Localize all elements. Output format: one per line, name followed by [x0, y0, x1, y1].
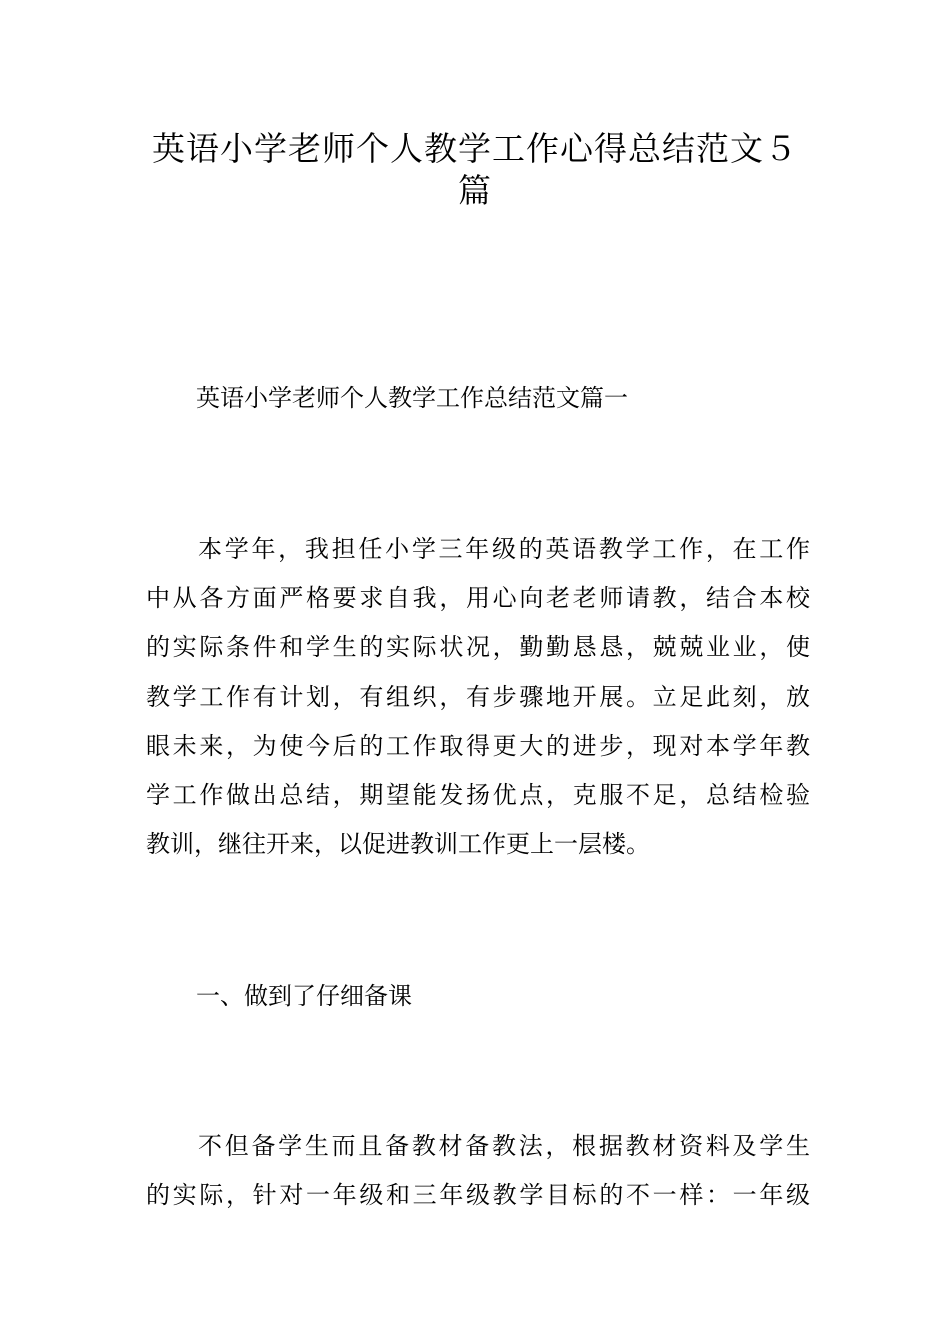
paragraph-two [146, 1122, 810, 1220]
section-heading-one: 英语小学老师个人教学工作总结范文篇一 [196, 384, 628, 412]
paragraph-line: 教训，继往开来，以促进教训工作更上一层楼。 [146, 830, 650, 859]
paragraph-one [146, 525, 810, 869]
document-title: 英语小学老师个人教学工作心得总结范文５篇 [152, 129, 798, 210]
paragraph-line: 眼未来，为使今后的工作取得更大的进步，现对本学年教 [146, 731, 810, 760]
paragraph-line: 不但备学生而且备教材备教法，根据教材资料及学生 [198, 1132, 810, 1160]
paragraph-line: 的实际，针对一年级和三年级教学目标的不一样：一年级 [146, 1181, 810, 1210]
section-heading-two: 一、做到了仔细备课 [196, 982, 412, 1010]
paragraph-line: 本学年，我担任小学三年级的英语教学工作，在工作 [198, 535, 810, 563]
paragraph-line: 的实际条件和学生的实际状况，勤勤恳恳，兢兢业业，使 [146, 633, 810, 662]
paragraph-line: 中从各方面严格要求自我，用心向老老师请教，结合本校 [146, 584, 810, 613]
paragraph-line: 教学工作有计划，有组织，有步骤地开展。立足此刻，放 [146, 682, 810, 711]
paragraph-line: 学工作做出总结，期望能发扬优点，克服不足，总结检验 [146, 781, 810, 810]
